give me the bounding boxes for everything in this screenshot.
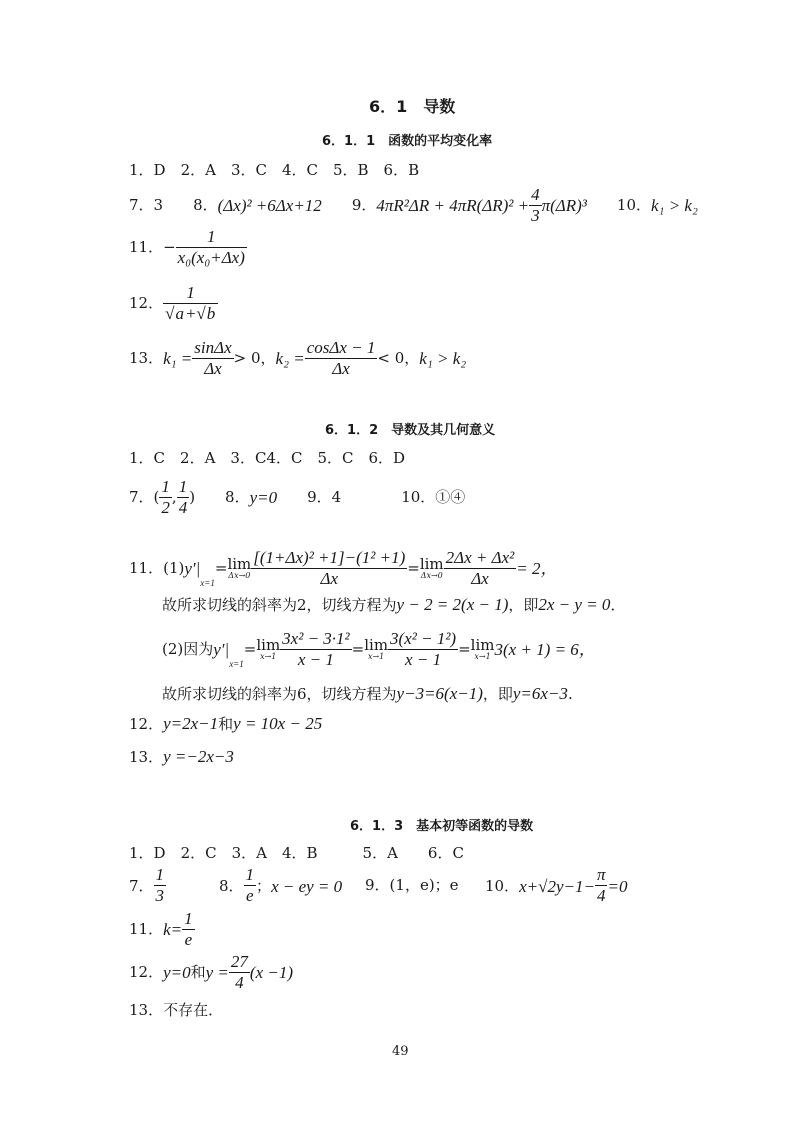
s612-q11-fraction-1 [251, 549, 407, 588]
fraction-numerator: 1 [245, 865, 255, 885]
sqrt-symbol: √ [165, 303, 175, 323]
and-text: 和 [190, 963, 206, 982]
section-6-1-3-title: 6．1．3 基本初等函数的导数 [350, 819, 534, 834]
s613-q10-equation: x+√2y−1− [519, 876, 595, 896]
lim-subscript: x→1 [367, 652, 385, 662]
fraction-numerator: 1 [163, 284, 218, 304]
s611-q8-answer: (Δx)² +6Δx+12 [217, 196, 322, 216]
s613-q12-fraction [229, 953, 250, 992]
comma: , [171, 488, 177, 507]
sqrt-symbol: √ [196, 303, 206, 323]
s611-q9-label: 9． [321, 196, 377, 215]
limit-operator [420, 557, 444, 580]
fraction-denominator: 4 [235, 972, 244, 992]
fraction-numerator: 4 [531, 185, 540, 204]
s611-q12-label: 12． [129, 294, 164, 313]
s611-q13-fraction-cos [305, 339, 378, 378]
fraction-denominator: Δx [332, 358, 350, 378]
s612-q11-label: 11．(1) [129, 559, 185, 578]
tangent-equation: y−3=6(x−1) [396, 684, 483, 703]
fraction-numerator: 1 [176, 228, 247, 248]
s611-q7-q8-label: 7．3 8． [129, 196, 218, 215]
s613-q10-equals-zero: =0 [607, 876, 628, 896]
s613-q11-label: 11． [129, 920, 164, 939]
s611-q13-lt-zero: < 0， [377, 349, 420, 368]
s611-q9-answer-part2: π(ΔR)³ [541, 196, 587, 216]
plus-sign: + [184, 303, 197, 323]
fraction-numerator: sinΔx [194, 338, 232, 357]
limit-operator [256, 638, 280, 661]
s612-q8-label: 8． [195, 488, 250, 507]
s613-q8-fraction [244, 866, 257, 905]
s612-answers-7-10 [129, 478, 465, 517]
s612-q7-fraction-half [159, 478, 172, 517]
s612-q11-result: = 2， [516, 559, 558, 579]
s612-q12-label: 12． [129, 715, 164, 733]
s612-answer-11-part1 [129, 549, 558, 588]
s613-q10 [485, 864, 627, 908]
fraction-numerator: 1 [155, 865, 165, 885]
s612-q11-fraction-3 [280, 630, 351, 669]
fraction-denominator: x₀(x₀+Δx) [177, 247, 245, 267]
s611-q13-fraction-sin [192, 339, 233, 378]
s612-answer-13 [129, 748, 234, 765]
s612-q7-fraction-quarter [177, 478, 190, 517]
s611-q13-k1: k₁ = [163, 349, 193, 369]
period: ． [610, 596, 626, 614]
s611-q13-k2: k₂ = [275, 349, 305, 369]
s613-q10-fraction [595, 866, 608, 905]
fraction-denominator: e [184, 929, 193, 949]
limit-operator [364, 638, 388, 661]
s611-answer-12 [129, 284, 218, 323]
lim-subscript: x→1 [260, 652, 277, 662]
s611-q11-fraction [176, 228, 247, 267]
equals: = [458, 640, 471, 659]
fraction-denominator: Δx [471, 568, 489, 588]
equals: = [407, 559, 420, 578]
fraction-denominator: e [246, 886, 254, 906]
s611-answer-11 [129, 228, 247, 267]
section-6-1-1-title: 6．1．1 函数的平均变化率 [322, 134, 493, 149]
fraction-numerator: 27 [230, 952, 248, 971]
lim-subscript: x→1 [474, 652, 491, 662]
derivative-subscript: x=1 [200, 578, 215, 589]
s613-q9: 9．(1，e)；e [365, 876, 459, 894]
fraction-denominator: Δx [320, 568, 339, 588]
derivative-symbol: y′| [184, 559, 201, 579]
fraction-denominator: 2 [161, 497, 170, 517]
tangent-equation-simplified: y=6x−3 [512, 684, 568, 703]
tangent-equation: y − 2 = 2(x − 1) [396, 595, 509, 614]
s612-answer-11-part1-conclusion [162, 596, 625, 613]
s613-q7-fraction [154, 866, 167, 905]
fraction-numerator: 3x² − 3·1² [282, 629, 350, 648]
fraction-denominator: x − 1 [405, 649, 442, 669]
s612-q11-fraction-4 [388, 630, 458, 669]
s613-q7 [129, 864, 166, 908]
s613-q11-fraction [182, 910, 195, 949]
s613-q11-k: k= [163, 920, 183, 940]
s611-q9-answer-part1: 4πR²ΔR + 4πR(ΔR)² + [376, 196, 530, 216]
derivative-symbol: y′| [213, 640, 230, 660]
fraction-numerator: 1 [161, 477, 170, 496]
s613-q10-label: 10． [485, 876, 520, 895]
fraction-denominator: Δx [204, 358, 222, 378]
limit-operator [227, 557, 251, 580]
lim-label: lim [256, 636, 281, 655]
tangent-equation-simplified: 2x − y = 0 [538, 595, 611, 614]
s611-q9-fraction [529, 186, 542, 225]
s612-q11-part2-result: 3(x + 1) = 6， [494, 640, 596, 660]
s613-answers-7-10 [129, 864, 689, 908]
s613-q12-line1: y=0 [163, 963, 191, 983]
s612-answer-11-part2-conclusion [162, 685, 573, 702]
equals: = [243, 640, 257, 659]
s611-q13-label: 13． [129, 349, 164, 368]
s613-q12-y: y = [205, 963, 229, 983]
page-number: 49 [392, 1044, 409, 1059]
s611-q10-answer: k₁ > k₂ [651, 196, 698, 216]
s612-q7-label: 7．( [129, 488, 160, 507]
s611-answers-7-10 [129, 186, 698, 225]
fraction-denominator [163, 304, 218, 324]
s612-q13-answer: y =−2x−3 [163, 747, 234, 766]
s613-q7-label: 7． [129, 876, 154, 895]
s612-q13-label: 13． [129, 748, 164, 766]
s612-q12-line1: y=2x−1 [163, 714, 219, 733]
lim-label: lim [227, 555, 252, 574]
lim-label: lim [364, 636, 389, 655]
conclusion-text: 故所求切线的斜率为2，切线方程为 [162, 596, 397, 614]
s612-q8-answer: y=0 [249, 488, 278, 508]
s613-q8-label: 8． [219, 876, 244, 895]
sqrt-b: b [206, 303, 216, 323]
s613-answer-13: 13．不存在． [129, 1001, 224, 1019]
fraction-denominator: 3 [531, 205, 540, 225]
s613-q8 [219, 864, 342, 908]
s612-q11-fraction-2 [444, 549, 517, 588]
s613-answer-11 [129, 910, 195, 949]
s611-q10-label: 10． [586, 196, 651, 215]
s613-q12-factor: (x −1) [249, 963, 294, 983]
fraction-denominator: 3 [155, 886, 165, 906]
s613-answers-1-6: 1．D 2．C 3．A 4．B 5．A 6．C [129, 844, 464, 862]
lim-label: lim [419, 555, 444, 574]
conclusion-text: 故所求切线的斜率为6，切线方程为 [162, 685, 397, 703]
fraction-denominator: x − 1 [297, 649, 334, 669]
s611-answers-1-6: 1．D 2．A 3．C 4．C 5．B 6．B [129, 161, 420, 179]
s611-q13-gt-zero: > 0， [233, 349, 276, 368]
fraction-numerator: [(1+Δx)² +1]−(1² +1) [253, 548, 406, 567]
s612-answer-11-part2 [162, 630, 596, 669]
part2-label: (2)因为 [162, 640, 214, 659]
s612-answer-12 [129, 715, 322, 732]
fraction-numerator: 2Δx + Δx² [445, 548, 515, 567]
s612-answers-1-6: 1．C 2．A 3．C4．C 5．C 6．D [129, 449, 406, 467]
s611-q13-conclusion: k₁ > k₂ [419, 349, 467, 369]
conclusion-text: ，即 [508, 596, 539, 614]
semicolon: ； [256, 876, 272, 895]
lim-subscript: Δx→0 [228, 571, 251, 581]
fraction-denominator: 4 [596, 886, 606, 906]
and-text: 和 [218, 715, 234, 733]
s613-q8-equation: x − ey = 0 [271, 876, 343, 896]
fraction-denominator: 4 [178, 497, 188, 517]
fraction-numerator: 1 [178, 477, 188, 496]
derivative-subscript: x=1 [229, 659, 244, 670]
section-6-1-2-title: 6．1．2 导数及其几何意义 [325, 423, 496, 438]
lim-label: lim [470, 636, 495, 655]
period: . [567, 685, 573, 703]
lim-subscript: Δx→0 [420, 571, 443, 581]
conclusion-text: ，即 [482, 685, 513, 703]
equals: = [214, 559, 228, 578]
s612-q7-close: ) [189, 488, 196, 507]
s611-answer-13 [129, 339, 466, 378]
fraction-numerator: π [596, 865, 606, 885]
s612-q9-q10: 9．4 10．①④ [277, 488, 466, 507]
chapter-title: 6．1 导数 [369, 97, 456, 116]
s611-q12-fraction [163, 284, 218, 323]
fraction-numerator: 3(x² − 1²) [390, 629, 457, 648]
fraction-numerator: cosΔx − 1 [306, 338, 376, 357]
limit-operator [471, 638, 495, 661]
s611-q11-label: 11．− [129, 238, 176, 257]
s612-q12-line2: y = 10x − 25 [233, 714, 323, 733]
sqrt-a: a [175, 303, 184, 323]
s613-answer-12 [129, 953, 293, 992]
equals: = [351, 640, 365, 659]
fraction-numerator: 1 [184, 909, 193, 928]
s613-q12-label: 12． [129, 963, 164, 982]
